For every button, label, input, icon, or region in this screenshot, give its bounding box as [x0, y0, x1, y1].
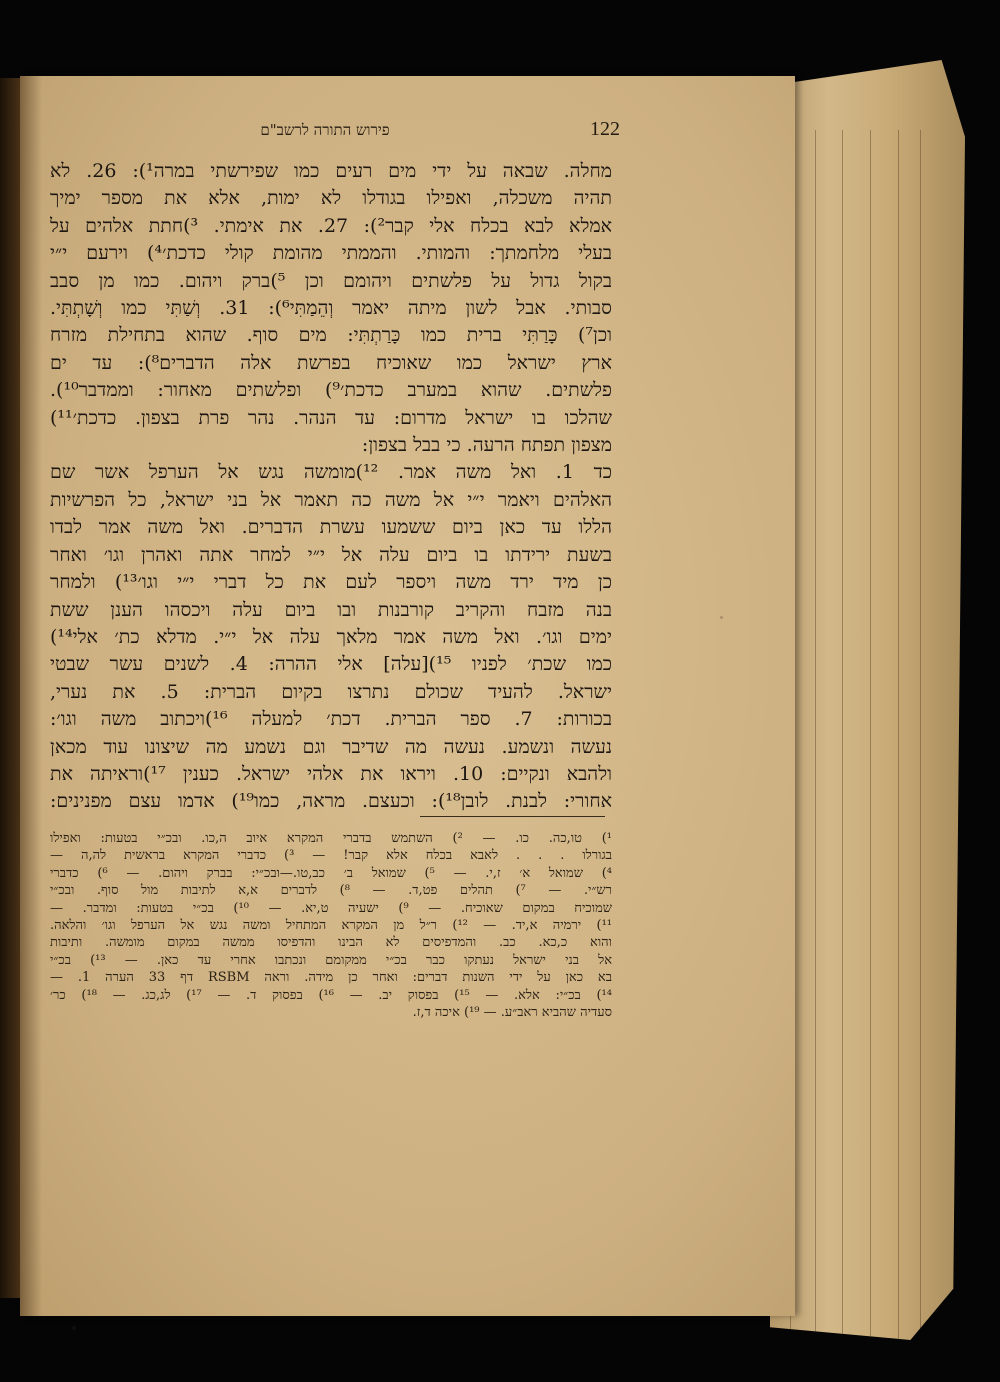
page-header [590, 118, 630, 148]
text-line: פלשתים. שהוא במערב כדכת׳⁹) ופלשתים מאחור: וממדבר¹⁰). [50, 379, 612, 402]
footnote-line: ⁴) שמואל א׳ ז,י. — ⁵) שמואל ב׳ כב,טו.—ובכ״י: בברק ויהום. — ⁶) כדברי [50, 865, 612, 881]
text-line: בכורות: 7. ספר הברית. דכת׳ למעלה ¹⁶)ויכתוב משה וגו׳: [50, 708, 612, 731]
text-line: ארץ ישראל כמו שאוכיח בפרשת אלה הדברים⁸): עד ים [50, 351, 612, 374]
text-line: ולהבא ונקיים: 10. ויראו את אלהי ישראל. כענין ¹⁷)וראיתה את [50, 762, 612, 785]
text-line: מצפון תפתח הרעה. כי בבל בצפון: [361, 434, 612, 457]
footnote-line: אל בני ישראל נעתקו כבר בכ״י ממקומם ונכתבו אחרי עד כאן. — ¹³) בכ״י [50, 952, 612, 968]
footnote-line: ¹¹) ירמיה א,יד. — ¹²) ר״ל מן המקרא המתחיל ומשה נגש אל הערפל וגו׳ והלאה. [50, 918, 612, 934]
text-line: וכן⁷) כָּרַתִּי ברית כמו כָּרַתְתִּי: מים סוף. שהוא בתחילת מזרח [50, 324, 612, 347]
page-number: 122 [590, 118, 620, 140]
text-line: סבותי. אבל לשון מיתה יאמר וְהֵמַתִּי⁶): 31. וְשַׁתִּי כמו וְשָׁתְתִּי. [50, 297, 612, 320]
running-title: פירוש התורה לרשב"ם [260, 121, 390, 139]
text-line: בעלי מלחמתך: והמותי. והממתי מהומת קולי כדכת׳⁴) וירעם י״י [50, 242, 612, 265]
text-line: כמו שכת׳ לפניו ¹⁵)[עלה] אלי ההרה: 4. לשנים עשר שבטי [50, 653, 612, 676]
text-line: כן מיד ירד משה ויספר לעם את כל דברי י״י וגו׳¹³) ולמחר [50, 571, 612, 594]
book-page-stack [770, 60, 965, 1340]
text-line: האלהים ויאמר י״י אל משה כה תאמר אל בני ישראל, כל הפרשיות [50, 488, 612, 511]
text-line: שהלכו בו ישראל מדרום: עד הנהר. נהר פרת בצפון. כדכת׳¹¹) [50, 406, 612, 429]
footnote-line: והוא כ,כא. כב. והמדפיסים לא הבינו והדפיסו ממשה במקום מומשה. ותיבות [50, 935, 612, 951]
footnote-rule [420, 816, 605, 817]
footnote-line: ¹) טו,כה. כו. — ²) השתמש בדברי המקרא איוב ה,כו. ובכ״י בטעות: ואפילו [50, 831, 612, 846]
text-line: תהיה משכלה, ואפילו בגודלו לא ימות, אלא את מספר ימיך [50, 187, 612, 210]
text-line: ישראל. להעיד שכולם נתרצו בקיום הברית: 5. את נערי, [50, 680, 612, 703]
text-line: ימים וגו׳. ואל משה אמר מלאך עלה אל י״י. מדלא כת׳ אלי¹⁴) [50, 625, 612, 648]
text-line: בשעת ירידתו בו ביום עלה אל י״י למחר אתה ואהרן וגו׳ ואחר [50, 543, 612, 566]
text-line: אמלא לבא בכלח אלי קבר²): 27. את אימתי. ³)חתת אלהים על [50, 214, 612, 237]
main-text [50, 158, 612, 816]
footnote-line: בא כאן על ידי השנות דברים: ואחר כן מידה. וראה RSBM דף 33 הערה 1. — [50, 970, 612, 986]
text-line: כד 1. ואל משה אמר. ¹²)מומשה נגש אל הערפל אשר שם [50, 461, 612, 484]
footnote-line: ¹⁴) בכ״י: אלא. — ¹⁵) בפסוק יב. — ¹⁶) בפסוק ד. — ¹⁷) לג,כג. — ¹⁸) כר׳ [50, 987, 612, 1003]
text-line: בנה מזבח והקריב קורבנות ובו ביום עלה ויכסהו הענן ששת [50, 598, 612, 621]
page-gutter-shadow [20, 76, 42, 1316]
footnotes [50, 830, 612, 1021]
footnote-line: שמוכיח במקום שאוכיח. — ⁹) ישעיה ט,יא. — ¹⁰) בכ״י בטעות: ומדבר. — [50, 900, 612, 916]
text-line: נעשה ונשמע. נעשה מה שדיבר וגם נשמע מה שיצונו עוד מכאן [50, 735, 612, 758]
text-line: הללו עד כאן ביום ששמעו עשרת הדברים. ואל משה אמר לבדו [50, 516, 612, 539]
text-line: אחורי: לבנת. לובן¹⁸): וכעצם. מראה, כמו¹⁹) אדמו עצם מפנינים: [50, 790, 612, 813]
text-line: בקול גדול על פלשתים ויהומם וכן ⁵)ברק ויהום. כמו מן סבב [50, 269, 612, 292]
footnote-line: רש״י. — ⁷) תהלים פט,ד. — ⁸) לדברים א,א לתיבות מול סוף. ובכ״י [50, 883, 612, 899]
text-line: מחלה. שבאה על ידי מים רעים כמו שפירשתי במרה¹): 26. לא [50, 160, 612, 182]
footnote-line: סעדיה שהביא ראב״ע. — ¹⁹) איכה ד,ז. [412, 1005, 612, 1021]
footnote-line: בגורלו . . . לאבא בכלח אלא קבר! — ³) כדברי המקרא בראשית לה,ה — [50, 848, 612, 864]
